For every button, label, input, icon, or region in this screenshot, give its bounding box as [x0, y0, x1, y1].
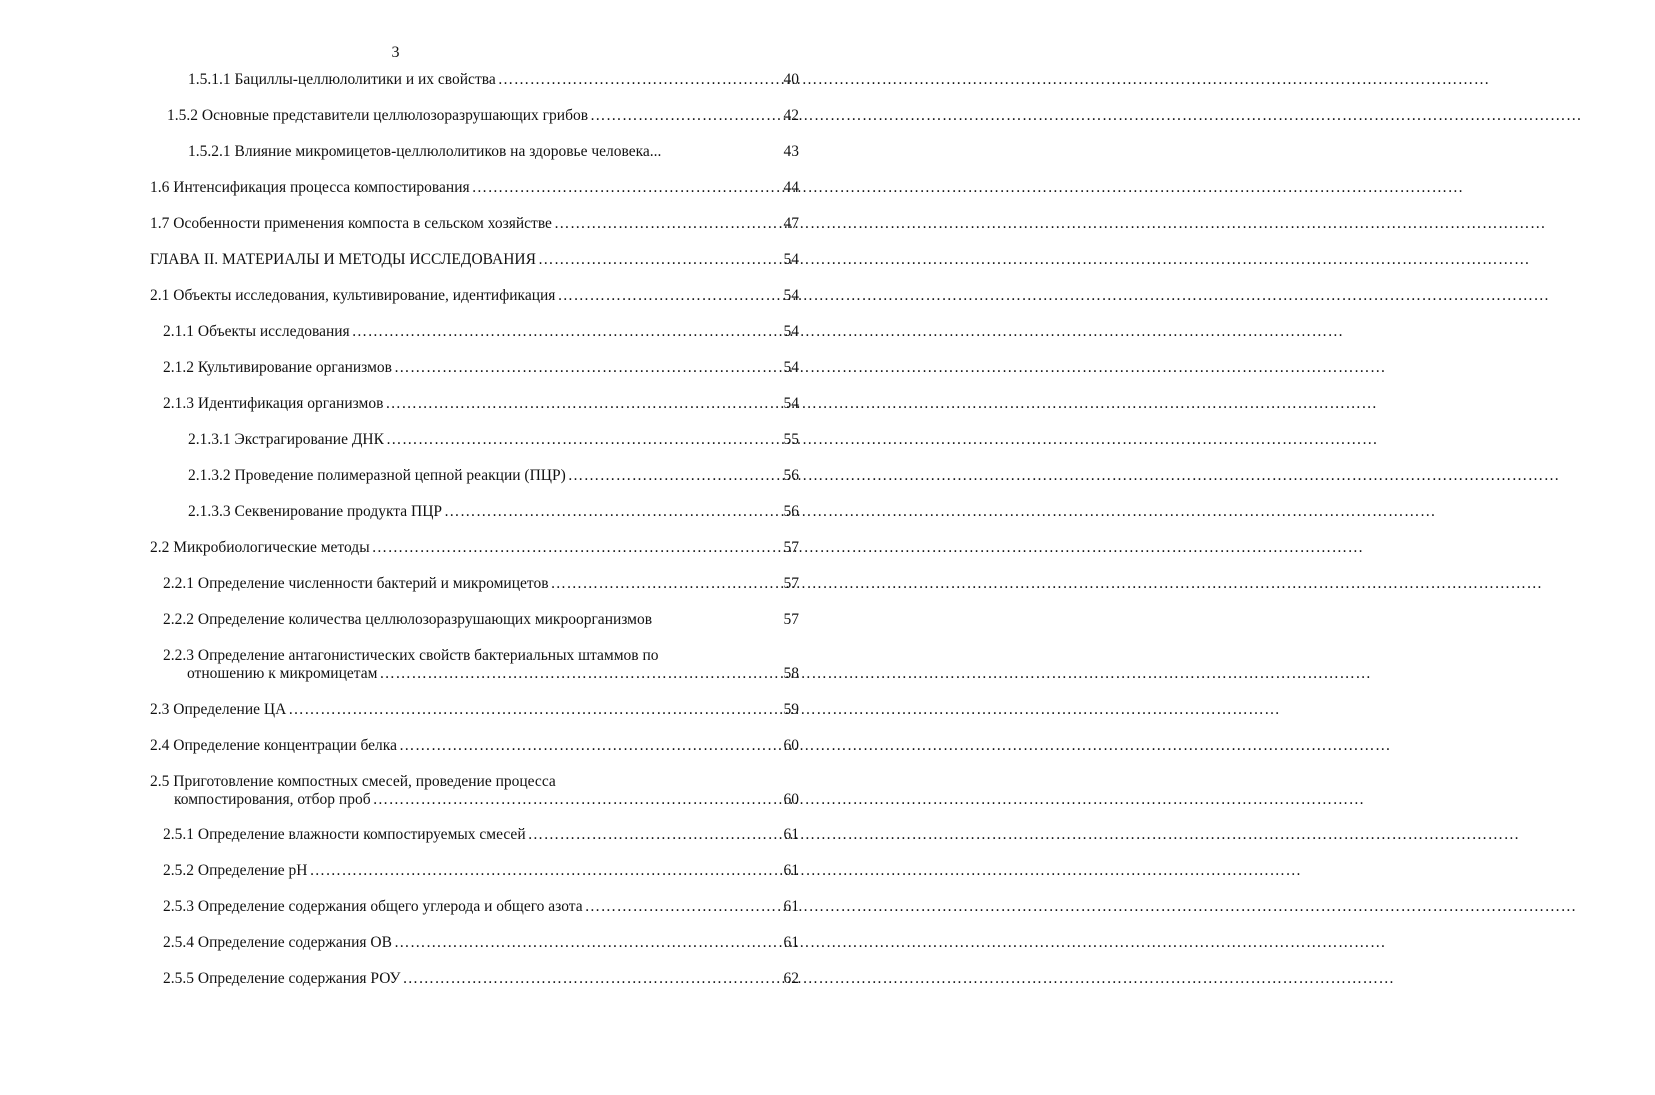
dot-leader — [528, 826, 1520, 844]
toc-entry — [188, 503, 799, 521]
toc-entry-page: 62 — [783, 970, 799, 987]
toc-entry-page: 42 — [783, 107, 799, 124]
toc-entry — [163, 575, 799, 593]
dot-leader — [590, 107, 1582, 125]
toc-entry-page: 54 — [783, 323, 799, 340]
toc-entry — [163, 970, 799, 988]
toc-entry-page: 43 — [783, 143, 799, 160]
toc-entry-page: 54 — [783, 287, 799, 304]
toc-entry-title: 2.5.5 Определение содержания РОУ — [163, 970, 401, 987]
toc-entry-title: 2.1.3.3 Секвенирование продукта ПЦР — [188, 503, 443, 520]
dot-leader — [394, 934, 1386, 952]
toc-entry — [163, 359, 799, 377]
toc-entry-title: 1.5.1.1 Бациллы-целлюлолитики и их свойства — [188, 71, 496, 88]
toc-entry-title: 2.4 Определение концентрации белка — [150, 737, 397, 754]
toc-entry-title: 1.5.2 Основные представители целлюлозоразрушающих грибов — [167, 107, 589, 124]
toc-entry-title: 2.1.3.1 Экстрагирование ДНК — [188, 431, 384, 448]
dot-leader — [538, 251, 1530, 269]
dot-leader — [551, 575, 1543, 593]
toc-entry — [163, 395, 799, 413]
toc-entry — [188, 431, 799, 449]
toc-entry-title: 2.1.1 Объекты исследования — [163, 323, 350, 340]
toc-entry-page: 44 — [783, 179, 799, 196]
toc-entry-page: 58 — [783, 665, 799, 682]
dot-leader — [373, 791, 1365, 809]
toc-entry-page: 61 — [783, 826, 799, 843]
toc-entry-page: 56 — [783, 503, 799, 520]
dot-leader — [585, 898, 1577, 916]
toc-entry-page: 54 — [783, 395, 799, 412]
toc-entry-title: 2.3 Определение ЦА — [150, 701, 287, 718]
toc-entry-page: 57 — [783, 611, 799, 628]
toc-entry-title: 2.1.3 Идентификация организмов — [163, 395, 384, 412]
toc-entry-page: 61 — [783, 898, 799, 915]
toc-entry-title: ГЛАВА II. МАТЕРИАЛЫ И МЕТОДЫ ИССЛЕДОВАНИЯ — [150, 251, 536, 268]
dot-leader — [352, 323, 1344, 341]
dot-leader — [379, 665, 1371, 683]
dot-leader — [498, 71, 1490, 89]
dot-leader — [372, 539, 1364, 557]
toc-entry — [188, 143, 799, 161]
toc-entry — [150, 539, 799, 557]
toc-entry — [150, 251, 799, 269]
toc-entry-title: 2.2.1 Определение численности бактерий и микромицетов — [163, 575, 549, 592]
toc-entry — [163, 862, 799, 880]
toc-entry-page: 47 — [783, 215, 799, 232]
dot-leader — [309, 862, 1301, 880]
toc-entry-page: 61 — [783, 934, 799, 951]
toc-entry-title: 2.1.3.2 Проведение полимеразной цепной реакции (ПЦР) — [188, 467, 566, 484]
dot-leader — [557, 287, 1549, 305]
toc-entry-title: 2.1 Объекты исследования, культивирование, идентификация — [150, 287, 556, 304]
toc-entry — [163, 323, 799, 341]
toc-entry-title: 2.2.2 Определение количества целлюлозоразрушающих микроорганизмов — [163, 611, 653, 628]
toc-entry — [150, 179, 799, 197]
toc-entry-title: 1.5.2.1 Влияние микромицетов-целлюлолитиков на здоровье человека... — [188, 143, 662, 160]
toc-entry-page: 57 — [783, 575, 799, 592]
toc-entry — [163, 647, 799, 683]
toc-entry — [150, 773, 799, 809]
toc-entry — [188, 71, 799, 89]
table-of-contents — [0, 0, 799, 1095]
toc-entry-title: 2.5.1 Определение влажности компостируемых смесей — [163, 826, 526, 843]
toc-entry-title: 2.5.4 Определение содержания ОВ — [163, 934, 392, 951]
dot-leader — [399, 737, 1391, 755]
toc-entry-page: 54 — [783, 359, 799, 376]
toc-entry — [150, 737, 799, 755]
toc-entry-page: 60 — [783, 791, 799, 808]
toc-entry-page: 54 — [783, 251, 799, 268]
dot-leader — [568, 467, 1560, 485]
toc-entry — [163, 898, 799, 916]
dot-leader — [472, 179, 1464, 197]
page-number: 3 — [391, 44, 400, 61]
toc-entry-title: 1.7 Особенности применения компоста в сельском хозяйстве — [150, 215, 552, 232]
toc-entry-page: 57 — [783, 539, 799, 556]
toc-entry — [150, 215, 799, 233]
dot-leader — [386, 431, 1378, 449]
dot-leader — [394, 359, 1386, 377]
dot-leader — [554, 215, 1546, 233]
toc-entry-page: 55 — [783, 431, 799, 448]
toc-entry-page: 56 — [783, 467, 799, 484]
toc-entry — [167, 107, 799, 125]
toc-entry — [163, 611, 799, 629]
toc-entry-title: 2.2.3 Определение антагонистических свойств бактериальных штаммов по — [163, 647, 659, 664]
toc-entry-title: 2.2 Микробиологические методы — [150, 539, 370, 556]
toc-entry-page: 40 — [783, 71, 799, 88]
toc-entry-page: 60 — [783, 737, 799, 754]
toc-entry — [150, 287, 799, 305]
toc-entry-title-continued: компостирования, отбор проб — [174, 791, 371, 808]
toc-entry-title-continued: отношению к микромицетам — [187, 665, 378, 682]
toc-entry-title: 2.5.2 Определение pH — [163, 862, 308, 879]
dot-leader — [403, 970, 1395, 988]
toc-entry-page: 59 — [783, 701, 799, 718]
dot-leader — [444, 503, 1436, 521]
toc-entry-page: 61 — [783, 862, 799, 879]
toc-entry — [188, 467, 799, 485]
toc-entry — [163, 934, 799, 952]
toc-entry-title: 2.5.3 Определение содержания общего углерода и общего азота — [163, 898, 583, 915]
toc-entry-title: 1.6 Интенсификация процесса компостирования — [150, 179, 470, 196]
toc-entry-title: 2.1.2 Культивирование организмов — [163, 359, 392, 376]
toc-entry — [163, 826, 799, 844]
toc-entry — [150, 701, 799, 719]
toc-entry-title: 2.5 Приготовление компостных смесей, проведение процесса — [150, 773, 556, 790]
dot-leader — [385, 395, 1377, 413]
